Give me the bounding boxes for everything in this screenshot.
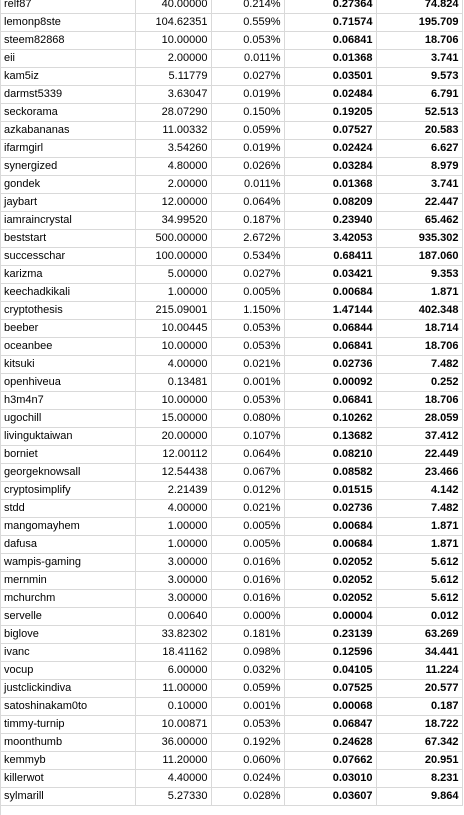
cell-value[interactable]: 6.627 (376, 140, 462, 158)
cell-account-name[interactable]: darmst5339 (0, 86, 135, 104)
cell-percent[interactable]: 0.059% (211, 122, 284, 140)
cell-share[interactable]: 0.71574 (284, 14, 376, 32)
cell-percent[interactable]: 0.064% (211, 446, 284, 464)
cell-account-name[interactable]: oceanbee (0, 338, 135, 356)
cell-amount[interactable]: 11.00000 (135, 680, 211, 698)
cell-share[interactable]: 0.24628 (284, 734, 376, 752)
cell-account-name[interactable]: servelle (0, 608, 135, 626)
cell-percent[interactable]: 0.021% (211, 356, 284, 374)
cell-percent[interactable]: 0.060% (211, 752, 284, 770)
cell-value[interactable]: 5.612 (376, 554, 462, 572)
cell-value[interactable]: 187.060 (376, 248, 462, 266)
cell-amount[interactable]: 6.00000 (135, 662, 211, 680)
cell-value[interactable]: 8.979 (376, 158, 462, 176)
cell-percent[interactable]: 0.011% (211, 176, 284, 194)
cell-amount[interactable]: 4.40000 (135, 770, 211, 788)
cell-percent[interactable]: 0.150% (211, 104, 284, 122)
cell-account-name[interactable]: kemmyb (0, 752, 135, 770)
cell-account-name[interactable]: karizma (0, 266, 135, 284)
cell-percent[interactable]: 0.067% (211, 464, 284, 482)
cell-account-name[interactable]: lemonp8ste (0, 14, 135, 32)
cell-amount[interactable]: 0.10000 (135, 698, 211, 716)
cell-percent[interactable]: 0.005% (211, 284, 284, 302)
cell-account-name[interactable]: mchurchm (0, 590, 135, 608)
cell-amount[interactable]: 40.00000 (135, 0, 211, 14)
cell-value[interactable]: 9.864 (376, 788, 462, 806)
cell-share[interactable]: 0.01515 (284, 482, 376, 500)
table-row (0, 518, 462, 536)
cell-percent[interactable]: 0.019% (211, 140, 284, 158)
cell-amount[interactable]: 36.00000 (135, 734, 211, 752)
cell-share[interactable]: 0.00684 (284, 536, 376, 554)
cell-amount[interactable]: 10.00000 (135, 338, 211, 356)
cell-value[interactable]: 11.224 (376, 662, 462, 680)
cell-account-name[interactable]: ivanc (0, 644, 135, 662)
cell-amount[interactable]: 12.54438 (135, 464, 211, 482)
cell-amount[interactable]: 3.00000 (135, 554, 211, 572)
cell-percent[interactable]: 0.012% (211, 482, 284, 500)
cell-share[interactable]: 0.07525 (284, 680, 376, 698)
cell-amount[interactable]: 500.00000 (135, 230, 211, 248)
table-row (0, 266, 462, 284)
cell-share[interactable]: 0.03284 (284, 158, 376, 176)
table-row (0, 572, 462, 590)
table-row (0, 212, 462, 230)
cell-value[interactable]: 18.706 (376, 392, 462, 410)
table-row (0, 374, 462, 392)
table-row (0, 554, 462, 572)
cell-percent[interactable]: 0.181% (211, 626, 284, 644)
cell-percent[interactable]: 0.534% (211, 248, 284, 266)
cell-value[interactable]: 0.187 (376, 698, 462, 716)
cell-account-name[interactable]: azkabananas (0, 122, 135, 140)
cell-share[interactable]: 0.06847 (284, 716, 376, 734)
cell-share[interactable]: 0.08209 (284, 194, 376, 212)
cell-account-name[interactable]: timmy-turnip (0, 716, 135, 734)
cell-account-name[interactable]: kitsuki (0, 356, 135, 374)
cell-share[interactable]: 0.06844 (284, 320, 376, 338)
cell-account-name[interactable]: ifarmgirl (0, 140, 135, 158)
cell-percent[interactable]: 2.672% (211, 230, 284, 248)
cell-account-name[interactable]: vocup (0, 662, 135, 680)
cell-account-name[interactable]: mernmin (0, 572, 135, 590)
table-row (0, 356, 462, 374)
cell-account-name[interactable]: cryptothesis (0, 302, 135, 320)
cell-value[interactable]: 935.302 (376, 230, 462, 248)
cell-percent[interactable]: 0.021% (211, 500, 284, 518)
cell-percent[interactable]: 0.107% (211, 428, 284, 446)
table-row (0, 194, 462, 212)
cell-value[interactable]: 7.482 (376, 500, 462, 518)
table-row (0, 428, 462, 446)
cell-share[interactable]: 0.06841 (284, 392, 376, 410)
cell-value[interactable]: 20.583 (376, 122, 462, 140)
cell-account-name[interactable]: jaybart (0, 194, 135, 212)
cell-value[interactable]: 0.252 (376, 374, 462, 392)
cell-share[interactable]: 0.27364 (284, 0, 376, 14)
table-row (0, 734, 462, 752)
cell-percent[interactable]: 0.080% (211, 410, 284, 428)
cell-value[interactable]: 34.441 (376, 644, 462, 662)
cell-value[interactable]: 5.612 (376, 572, 462, 590)
cell-share[interactable]: 0.07527 (284, 122, 376, 140)
cell-share[interactable]: 0.08582 (284, 464, 376, 482)
cell-account-name[interactable]: kam5iz (0, 68, 135, 86)
table-row (0, 122, 462, 140)
cell-amount[interactable]: 11.20000 (135, 752, 211, 770)
cell-share[interactable]: 0.19205 (284, 104, 376, 122)
cell-value[interactable]: 65.462 (376, 212, 462, 230)
cell-percent[interactable]: 0.053% (211, 338, 284, 356)
cell-value[interactable]: 18.714 (376, 320, 462, 338)
table-row (0, 698, 462, 716)
cell-value[interactable]: 18.706 (376, 338, 462, 356)
cell-share[interactable]: 0.02052 (284, 590, 376, 608)
table-row (0, 770, 462, 788)
cell-amount[interactable]: 1.00000 (135, 284, 211, 302)
cell-amount[interactable]: 104.62351 (135, 14, 211, 32)
cell-amount[interactable]: 5.27330 (135, 788, 211, 806)
cell-share[interactable]: 0.68411 (284, 248, 376, 266)
cell-share[interactable]: 0.23940 (284, 212, 376, 230)
table-row (0, 86, 462, 104)
cell-account-name[interactable]: livinguktaiwan (0, 428, 135, 446)
table-row (0, 248, 462, 266)
cell-amount[interactable]: 100.00000 (135, 248, 211, 266)
cell-percent[interactable]: 0.028% (211, 788, 284, 806)
cell-value[interactable]: 3.741 (376, 50, 462, 68)
cell-share[interactable]: 0.13682 (284, 428, 376, 446)
cell-amount[interactable]: 4.00000 (135, 356, 211, 374)
cell-amount[interactable]: 0.00640 (135, 608, 211, 626)
cell-value[interactable]: 37.412 (376, 428, 462, 446)
table-row (0, 320, 462, 338)
cell-share[interactable]: 0.00004 (284, 608, 376, 626)
cell-percent[interactable]: 0.053% (211, 716, 284, 734)
cell-amount[interactable]: 33.82302 (135, 626, 211, 644)
cell-account-name[interactable]: justclickindiva (0, 680, 135, 698)
cell-value[interactable]: 28.059 (376, 410, 462, 428)
cell-value[interactable]: 5.612 (376, 590, 462, 608)
cell-percent[interactable]: 0.064% (211, 194, 284, 212)
cell-value[interactable]: 402.348 (376, 302, 462, 320)
cell-percent[interactable]: 0.026% (211, 158, 284, 176)
cell-percent[interactable]: 0.053% (211, 392, 284, 410)
cell-amount[interactable]: 5.11779 (135, 68, 211, 86)
table-row (0, 482, 462, 500)
table-row (0, 608, 462, 626)
cell-share[interactable]: 0.02052 (284, 554, 376, 572)
table-row (0, 32, 462, 50)
cell-amount[interactable]: 2.00000 (135, 50, 211, 68)
cell-share[interactable]: 0.02736 (284, 500, 376, 518)
cell-percent[interactable]: 0.005% (211, 518, 284, 536)
table-row (0, 104, 462, 122)
cell-amount[interactable]: 28.07290 (135, 104, 211, 122)
cell-percent[interactable]: 0.011% (211, 50, 284, 68)
table-row (0, 338, 462, 356)
cell-account-name[interactable]: ugochill (0, 410, 135, 428)
table-row (0, 536, 462, 554)
cell-value[interactable]: 7.482 (376, 356, 462, 374)
cell-share[interactable]: 0.02736 (284, 356, 376, 374)
cell-amount[interactable]: 15.00000 (135, 410, 211, 428)
cell-share[interactable]: 0.06841 (284, 32, 376, 50)
table-row (0, 788, 462, 806)
cell-percent[interactable]: 0.024% (211, 770, 284, 788)
cell-share[interactable]: 0.02052 (284, 572, 376, 590)
table-row (0, 284, 462, 302)
table-row (0, 626, 462, 644)
cell-amount[interactable]: 20.00000 (135, 428, 211, 446)
cell-amount[interactable]: 4.00000 (135, 500, 211, 518)
cell-percent[interactable]: 0.053% (211, 32, 284, 50)
cell-value[interactable]: 20.577 (376, 680, 462, 698)
cell-amount[interactable]: 12.00000 (135, 194, 211, 212)
cell-amount[interactable]: 10.00445 (135, 320, 211, 338)
cell-percent[interactable]: 0.214% (211, 0, 284, 14)
cell-amount[interactable]: 0.13481 (135, 374, 211, 392)
cell-amount[interactable]: 18.41162 (135, 644, 211, 662)
cell-value[interactable]: 63.269 (376, 626, 462, 644)
cell-amount[interactable]: 3.00000 (135, 590, 211, 608)
cell-amount[interactable]: 10.00000 (135, 392, 211, 410)
cell-amount[interactable]: 10.00000 (135, 32, 211, 50)
cell-percent[interactable]: 0.192% (211, 734, 284, 752)
cell-percent[interactable]: 0.059% (211, 680, 284, 698)
cell-account-name[interactable]: killerwot (0, 770, 135, 788)
cell-share[interactable]: 1.47144 (284, 302, 376, 320)
cell-value[interactable]: 74.824 (376, 0, 462, 14)
cell-value[interactable]: 1.871 (376, 518, 462, 536)
cell-value[interactable]: 20.951 (376, 752, 462, 770)
cell-share[interactable]: 0.10262 (284, 410, 376, 428)
cell-account-name[interactable]: successchar (0, 248, 135, 266)
cell-account-name[interactable]: relf87 (0, 0, 135, 14)
cell-account-name[interactable]: steem82868 (0, 32, 135, 50)
cell-percent[interactable]: 1.150% (211, 302, 284, 320)
cell-percent[interactable]: 0.016% (211, 572, 284, 590)
cell-share[interactable]: 0.12596 (284, 644, 376, 662)
cell-share[interactable]: 0.02424 (284, 140, 376, 158)
cell-percent[interactable]: 0.000% (211, 608, 284, 626)
cell-account-name[interactable]: iamraincrystal (0, 212, 135, 230)
cell-amount[interactable]: 215.09001 (135, 302, 211, 320)
cell-amount[interactable]: 34.99520 (135, 212, 211, 230)
cell-value[interactable]: 3.741 (376, 176, 462, 194)
cell-amount[interactable]: 12.00112 (135, 446, 211, 464)
cell-account-name[interactable]: borniet (0, 446, 135, 464)
cell-value[interactable]: 22.449 (376, 446, 462, 464)
cell-percent[interactable]: 0.005% (211, 536, 284, 554)
table-row (0, 752, 462, 770)
cell-account-name[interactable]: stdd (0, 500, 135, 518)
cell-account-name[interactable]: cryptosimplify (0, 482, 135, 500)
cell-amount[interactable]: 1.00000 (135, 518, 211, 536)
table-row (0, 716, 462, 734)
table-row (0, 140, 462, 158)
cell-percent[interactable]: 0.098% (211, 644, 284, 662)
cell-amount[interactable]: 3.63047 (135, 86, 211, 104)
cell-amount[interactable]: 1.00000 (135, 536, 211, 554)
cell-account-name[interactable]: dafusa (0, 536, 135, 554)
table-row (0, 392, 462, 410)
cell-amount[interactable]: 11.00332 (135, 122, 211, 140)
cell-account-name[interactable]: georgeknowsall (0, 464, 135, 482)
cell-value[interactable]: 22.447 (376, 194, 462, 212)
cell-share[interactable]: 0.00068 (284, 698, 376, 716)
cell-value[interactable]: 52.513 (376, 104, 462, 122)
cell-value[interactable]: 9.573 (376, 68, 462, 86)
table-row (0, 662, 462, 680)
cell-amount[interactable]: 3.54260 (135, 140, 211, 158)
cell-share[interactable]: 0.07662 (284, 752, 376, 770)
table-row (0, 446, 462, 464)
cell-share[interactable]: 0.03010 (284, 770, 376, 788)
table-row (0, 590, 462, 608)
cell-value[interactable]: 8.231 (376, 770, 462, 788)
table-row (0, 68, 462, 86)
cell-share[interactable]: 0.04105 (284, 662, 376, 680)
cell-percent[interactable]: 0.027% (211, 266, 284, 284)
cell-amount[interactable]: 3.00000 (135, 572, 211, 590)
cell-percent[interactable]: 0.187% (211, 212, 284, 230)
cell-value[interactable]: 195.709 (376, 14, 462, 32)
cell-share[interactable]: 0.03501 (284, 68, 376, 86)
cell-share[interactable]: 0.08210 (284, 446, 376, 464)
cell-share[interactable]: 0.00092 (284, 374, 376, 392)
table-row (0, 410, 462, 428)
cell-account-name[interactable]: synergized (0, 158, 135, 176)
cell-value[interactable]: 18.706 (376, 32, 462, 50)
cell-amount[interactable]: 2.21439 (135, 482, 211, 500)
cell-account-name[interactable]: h3m4n7 (0, 392, 135, 410)
cell-share[interactable]: 0.02484 (284, 86, 376, 104)
cell-share[interactable]: 0.03421 (284, 266, 376, 284)
cell-account-name[interactable]: gondek (0, 176, 135, 194)
cell-percent[interactable]: 0.001% (211, 374, 284, 392)
table-row (0, 230, 462, 248)
cell-value[interactable]: 67.342 (376, 734, 462, 752)
cell-percent[interactable]: 0.053% (211, 320, 284, 338)
cell-amount[interactable]: 5.00000 (135, 266, 211, 284)
cell-value[interactable]: 0.012 (376, 608, 462, 626)
cell-share[interactable]: 0.01368 (284, 50, 376, 68)
table-row (0, 464, 462, 482)
cell-share[interactable]: 0.06841 (284, 338, 376, 356)
cell-value[interactable]: 6.791 (376, 86, 462, 104)
cell-percent[interactable]: 0.016% (211, 590, 284, 608)
table-row (0, 644, 462, 662)
cell-share[interactable]: 0.03607 (284, 788, 376, 806)
cell-account-name[interactable]: keechadkikali (0, 284, 135, 302)
cell-percent[interactable]: 0.019% (211, 86, 284, 104)
cell-value[interactable]: 1.871 (376, 536, 462, 554)
cell-percent[interactable]: 0.032% (211, 662, 284, 680)
cell-percent[interactable]: 0.001% (211, 698, 284, 716)
cell-value[interactable]: 18.722 (376, 716, 462, 734)
cell-value[interactable]: 9.353 (376, 266, 462, 284)
table-row (0, 158, 462, 176)
cell-value[interactable]: 23.466 (376, 464, 462, 482)
table-row (0, 0, 462, 14)
cell-account-name[interactable]: mangomayhem (0, 518, 135, 536)
cell-value[interactable]: 1.871 (376, 284, 462, 302)
cell-value[interactable]: 4.142 (376, 482, 462, 500)
cell-account-name[interactable]: eii (0, 50, 135, 68)
cell-amount[interactable]: 2.00000 (135, 176, 211, 194)
cell-share[interactable]: 0.00684 (284, 518, 376, 536)
table-row (0, 302, 462, 320)
cell-amount[interactable]: 4.80000 (135, 158, 211, 176)
cell-account-name[interactable]: wampis-gaming (0, 554, 135, 572)
cell-account-name[interactable]: moonthumb (0, 734, 135, 752)
table-row (0, 680, 462, 698)
table-row (0, 500, 462, 518)
table-row (0, 50, 462, 68)
cell-account-name[interactable]: satoshinakam0to (0, 698, 135, 716)
cell-account-name[interactable]: openhiveua (0, 374, 135, 392)
cell-account-name[interactable]: seckorama (0, 104, 135, 122)
cell-share[interactable]: 0.23139 (284, 626, 376, 644)
cell-account-name[interactable]: beststart (0, 230, 135, 248)
cell-account-name[interactable]: beeber (0, 320, 135, 338)
table-row (0, 14, 462, 32)
cell-amount[interactable]: 10.00871 (135, 716, 211, 734)
cell-account-name[interactable]: sylmarill (0, 788, 135, 806)
cell-share[interactable]: 0.01368 (284, 176, 376, 194)
cell-share[interactable]: 3.42053 (284, 230, 376, 248)
cell-account-name[interactable]: biglove (0, 626, 135, 644)
cell-percent[interactable]: 0.027% (211, 68, 284, 86)
cell-percent[interactable]: 0.559% (211, 14, 284, 32)
table-row (0, 176, 462, 194)
cell-share[interactable]: 0.00684 (284, 284, 376, 302)
cell-percent[interactable]: 0.016% (211, 554, 284, 572)
